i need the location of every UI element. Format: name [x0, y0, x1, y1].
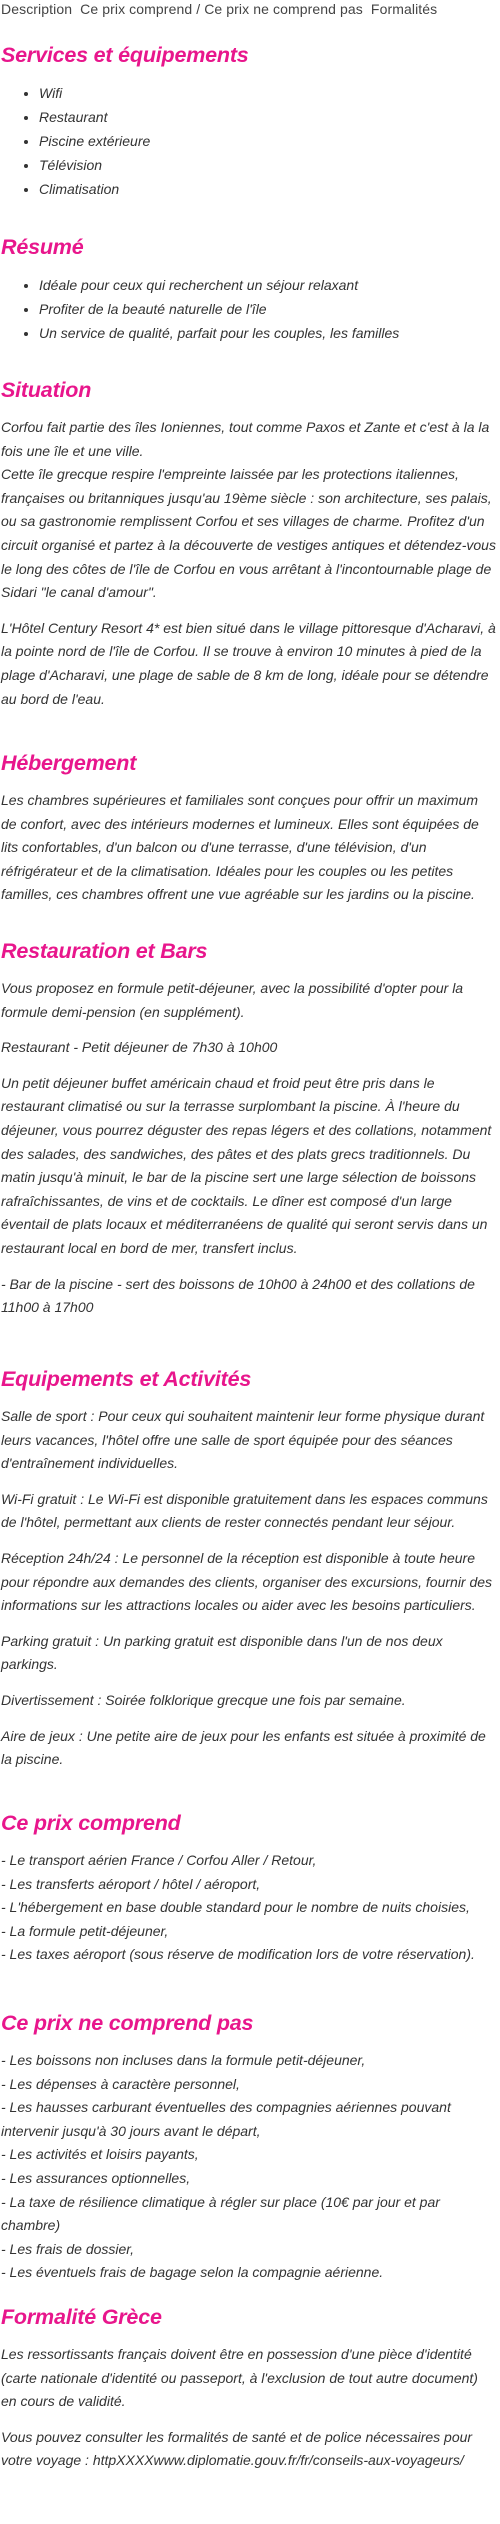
list-item: - Les dépenses à caractère personnel, [1, 2075, 240, 2092]
list-item: - Les assurances optionnelles, [1, 2169, 191, 2186]
restauration-paragraph: Vous proposez en formule petit-déjeuner, avec la possibilité d'opter pour la formule demi-pension (en supplément). [1, 980, 464, 1020]
hebergement-section [1, 750, 496, 907]
list-item: - Les transferts aéroport / hôtel / aéroport, [1, 1875, 261, 1892]
tab-prix[interactable]: Ce prix comprend / Ce prix ne comprend pas [80, 1, 363, 17]
list-item: • Wifi [39, 81, 496, 105]
list-item: • Idéale pour ceux qui recherchent un séjour relaxant [39, 273, 496, 297]
list-item: - Le transport aérien France / Corfou Aller / Retour, [1, 1852, 317, 1868]
list-item: • Un service de qualité, parfait pour les couples, les familles [39, 321, 496, 345]
ne-comprend-title: Ce prix ne comprend pas [1, 2011, 254, 2035]
services-title: Services et équipements [1, 43, 249, 67]
equipements-paragraph: Réception 24h/24 : Le personnel de la réception est disponible à toute heure pour répondre aux demandes des clients, organiser des excursions, fournir des informations sur les attractions locales ou aider avec les besoins particuliers. [1, 1549, 493, 1614]
list-item: - Les éventuels frais de bagage selon la compagnie aérienne. [1, 2264, 384, 2281]
list-item: - Les frais de dossier, [1, 2240, 135, 2257]
equipements-paragraph: Aire de jeux : Une petite aire de jeux pour les enfants est située à proximité de la piscine. [1, 1727, 486, 1768]
list-item: - L'hébergement en base double standard pour le nombre de nuits choisies, [1, 1899, 470, 1916]
list-item: • Profiter de la beauté naturelle de l'île [39, 297, 496, 321]
comprend-list [1, 1849, 496, 1967]
restauration-paragraph: Un petit déjeuner buffet américain chaud et froid peut être pris dans le restaurant climatisé ou sur la terrasse surplombant la piscine. À l'heure du déjeuner, vous pourrez déguster des repas légers et des collations, notamment des salades, des sandwiches, des pâtes et des plats grecs traditionnels. Du matin jusqu'à minuit, le bar de la piscine sert une large sélection de boissons rafraîchissantes, de vins et de cocktails. Le dîner est composé d'un large éventail de plats locaux et méditerranéens de qualité qui seront servis dans un restaurant local en bord de mer, transfert inclus. [1, 1074, 492, 1256]
equipements-paragraph: Wi-Fi gratuit : Le Wi-Fi est disponible gratuitement dans les espaces communs de l'hôtel, permettant aux clients de rester connectés pendant leur séjour. [1, 1490, 488, 1531]
list-item: • Télévision [39, 153, 496, 177]
situation-paragraph: Cette île grecque respire l'empreinte laissée par les protections italiennes, françaises ou britanniques jusqu'au 19ème siècle : son architecture, ses palais, ou sa gastronomie remplissent Corfou et ses villages de charme. Profitez d'un circuit organisé et partez à la découverte de vestiges antiques et détendez-vous le long des côtes de l'île de Corfou en vous arrêtant à l'incontournable plage de Sidari "le canal d'amour". [1, 466, 496, 601]
situation-paragraph: L'Hôtel Century Resort 4* est bien situé dans le village pittoresque d'Acharavi, à la pointe nord de l'île de Corfou. Il se trouve à environ 10 minutes à pied de la plage d'Acharavi, une plage de sable de 8 km de long, idéale pour se détendre au bord de l'eau. [1, 619, 496, 707]
hebergement-paragraph: Les chambres supérieures et familiales sont conçues pour offrir un maximum de confort, avec des intérieurs modernes et lumineux. Elles sont équipées de lits confortables, d'un balcon ou d'une terrasse, d'une télévision, d'un réfrigérateur et de la climatisation. Idéales pour les couples ou les petites familles, ces chambres offrent une vue agréable sur les jardins ou la piscine. [1, 792, 479, 903]
hebergement-title: Hébergement [1, 751, 137, 775]
list-item: • Climatisation [39, 177, 496, 201]
ne-comprend-section [1, 2010, 496, 2285]
resume-list [1, 273, 496, 345]
list-item: - Les taxes aéroport (sous réserve de modification lors de votre réservation). [1, 1946, 475, 1963]
restauration-paragraph: Restaurant - Petit déjeuner de 7h30 à 10h00 [1, 1039, 278, 1056]
tab-formalites[interactable]: Formalités [370, 1, 438, 17]
restauration-section [1, 938, 496, 1320]
restauration-paragraph: - Bar de la piscine - sert des boissons de 10h00 à 24h00 et des collations de 11h00 à 17h00 [1, 1275, 475, 1316]
list-item: - Les activités et loisirs payants, [1, 2146, 199, 2163]
list-item: - Les boissons non incluses dans la formule petit-déjeuner, [1, 2052, 366, 2068]
formalite-paragraph: Vous pouvez consulter les formalités de santé et de police nécessaires pour votre voyage : httpXXXXwww.diplomatie.gouv.fr/fr/conseils-aux-voyageurs/ [1, 2428, 473, 2469]
formalite-paragraph: Les ressortissants français doivent être en possession d'une pièce d'identité (carte nationale d'identité ou passeport, à l'exclusion de tout autre document) en cours de validité. [1, 2346, 478, 2410]
tab-bar [1, 1, 441, 17]
comprend-title: Ce prix comprend [1, 1811, 181, 1835]
equipements-section [1, 1366, 496, 1772]
situation-paragraph: Corfou fait partie des îles Ioniennes, tout comme Paxos et Zante et c'est à la la fois une île et une ville. [1, 419, 490, 459]
resume-title: Résumé [1, 235, 84, 259]
list-item: • Restaurant [39, 105, 496, 129]
equipements-paragraph: Parking gratuit : Un parking gratuit est disponible dans l'un de nos deux parkings. [1, 1632, 443, 1673]
list-item: - La taxe de résilience climatique à régler sur place (10€ par jour et par chambre) [1, 2193, 440, 2234]
situation-section [1, 377, 496, 711]
equipements-title: Equipements et Activités [1, 1367, 252, 1391]
services-list [1, 81, 496, 201]
equipements-paragraph: Salle de sport : Pour ceux qui souhaitent maintenir leur forme physique durant leurs vacances, l'hôtel offre une salle de sport équipée pour des séances d'entraînement individuelles. [1, 1408, 485, 1472]
ne-comprend-list [1, 2049, 496, 2285]
formalite-title: Formalité Grèce [1, 2305, 162, 2329]
services-section [1, 42, 496, 201]
comprend-section [1, 1810, 496, 1967]
restauration-title: Restauration et Bars [1, 939, 208, 963]
situation-title: Situation [1, 378, 92, 402]
tab-description[interactable]: Description [1, 1, 73, 17]
equipements-paragraph: Divertissement : Soirée folklorique grecque une fois par semaine. [1, 1691, 406, 1708]
resume-section [1, 234, 496, 345]
list-item: - La formule petit-déjeuner, [1, 1922, 169, 1939]
formalite-section [1, 2304, 496, 2473]
list-item: • Piscine extérieure [39, 129, 496, 153]
list-item: - Les hausses carburant éventuelles des compagnies aériennes pouvant intervenir jusqu'à 30 jours avant le départ, [1, 2099, 451, 2139]
